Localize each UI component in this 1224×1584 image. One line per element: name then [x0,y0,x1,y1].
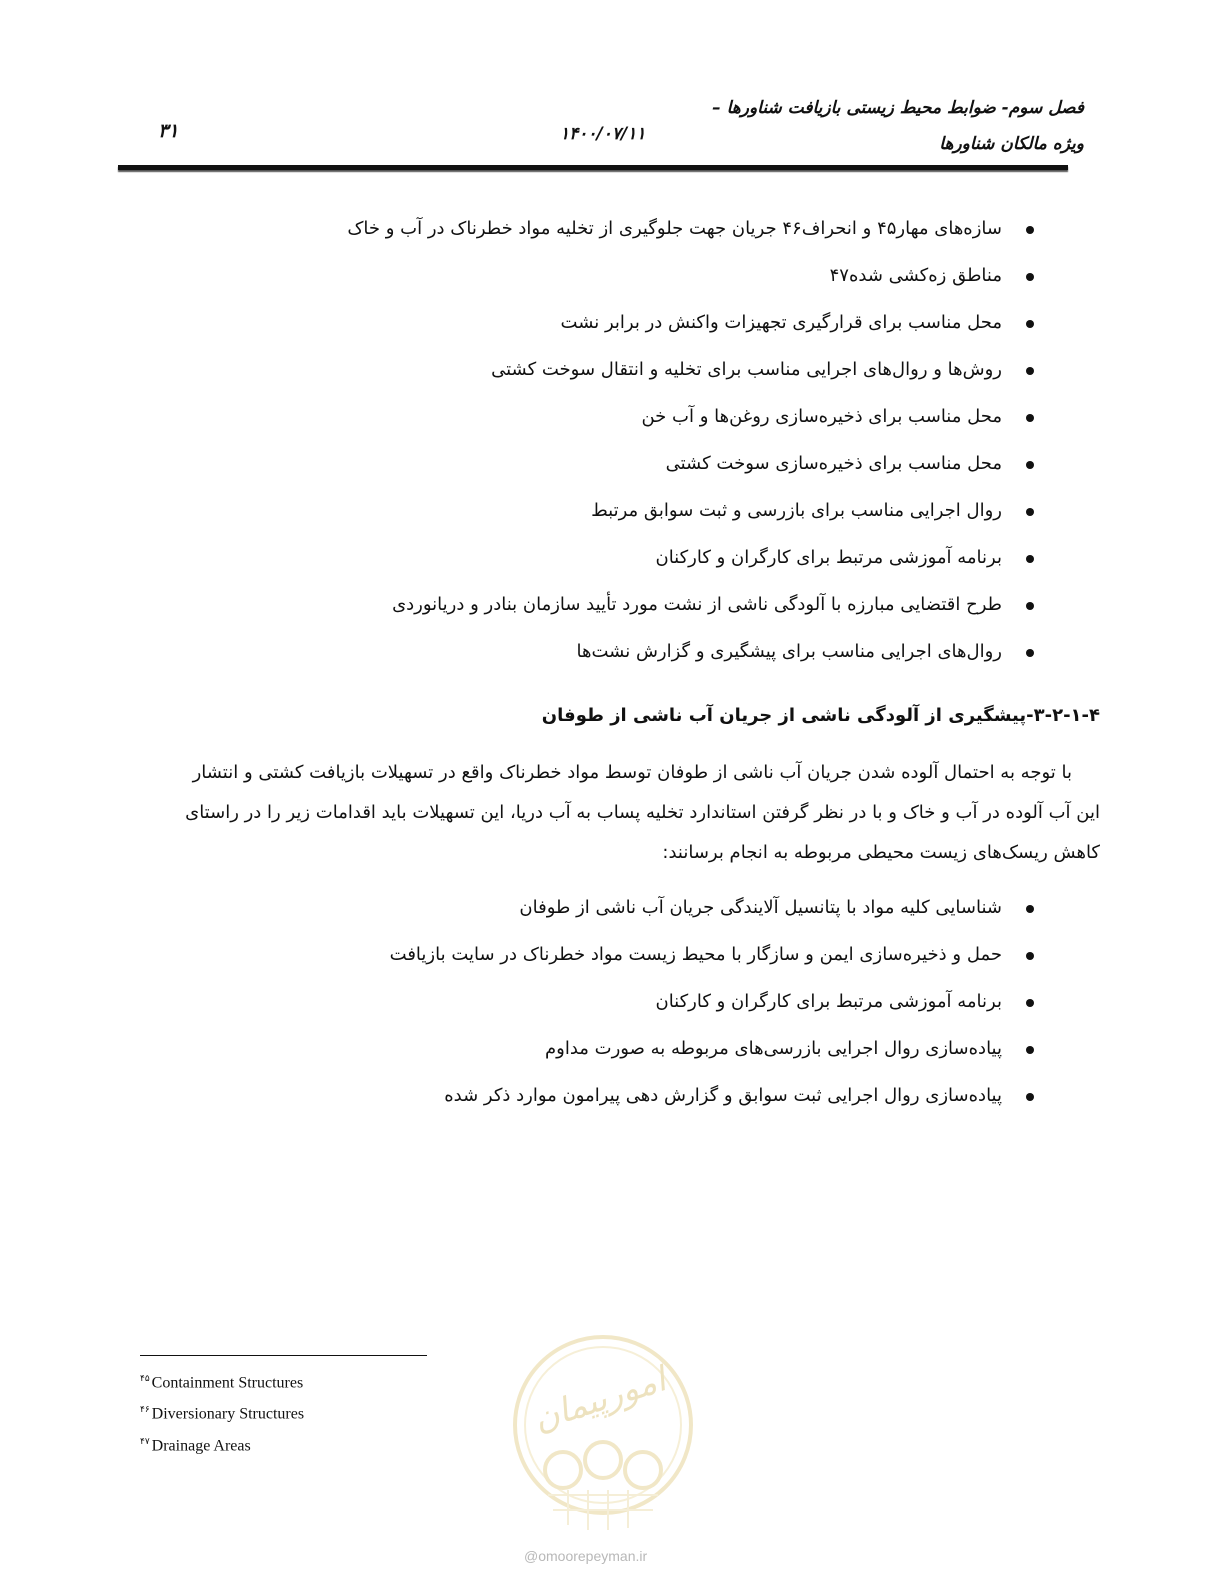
paragraph-line: با توجه به احتمال آلوده شدن جریان آب ناشی از طوفان توسط مواد خطرناک واقع در تسهیلات بازیافت کشتی و انتشار [192,762,1072,783]
bullet-icon [1026,649,1034,657]
footnote: $^{۴۶}$ Diversionary Structures [140,1404,305,1423]
footnote: $^{۴۵}$ Containment Structures [140,1373,304,1392]
list-item: محل مناسب برای ذخیره‌سازی روغن‌ها و آب خن [347,402,1036,449]
bullet-icon [1026,367,1034,375]
footnotes [140,1365,304,1459]
running-header-title-line2: ویژه مالکان شناورها [939,134,1084,154]
list-item: طرح اقتضایی مبارزه با آلودگی ناشی از نشت مورد تأیید سازمان بنادر و دریانوردی [347,590,1036,637]
bullet-list-facility-requirements [347,214,1036,684]
bullet-icon [1026,273,1034,281]
paragraph-line: این آب آلوده در آب و خاک و با در نظر گرفتن استاندارد تخلیه پساب به آب دریا، این تسهیلات باید اقدامات زیر را در راستای [185,802,1100,823]
list-item: محل مناسب برای قرارگیری تجهیزات واکنش در برابر نشت [347,308,1036,355]
section-heading: ۳-۲-۱-۴-پیشگیری از آلودگی ناشی از جریان آب ناشی از طوفان [541,705,1100,726]
list-item: مناطق زه‌کشی شده۴۷ [347,261,1036,308]
header-rule [118,165,1068,170]
bullet-list-stormwater-actions [390,893,1036,1128]
bullet-icon [1026,602,1034,610]
list-item: روال‌های اجرایی مناسب برای پیشگیری و گزارش نشت‌ها [347,637,1036,684]
list-item: محل مناسب برای ذخیره‌سازی سوخت کشتی [347,449,1036,496]
bullet-icon [1026,414,1034,422]
bullet-icon [1026,952,1034,960]
page-number: ۳۱ [158,120,179,142]
list-item: پیاده‌سازی روال اجرایی بازرسی‌های مربوطه به صورت مداوم [390,1034,1036,1081]
list-item: برنامه آموزشی مرتبط برای کارگران و کارکنان [390,987,1036,1034]
list-item: روال اجرایی مناسب برای بازرسی و ثبت سوابق مرتبط [347,496,1036,543]
header-date: ۱۴۰۰/۰۷/۱۱ [560,124,646,144]
bullet-icon [1026,905,1034,913]
watermark-logo-icon [508,1330,698,1560]
paragraph-line: کاهش ریسک‌های زیست محیطی مربوطه به انجام برسانند: [662,842,1100,863]
bullet-icon [1026,508,1034,516]
footnote-separator [140,1355,427,1356]
bullet-icon [1026,1046,1034,1054]
list-item: پیاده‌سازی روال اجرایی ثبت سوابق و گزارش دهی پیرامون موارد ذکر شده [390,1081,1036,1128]
watermark-url: @omoorepeyman.ir [524,1548,648,1564]
list-item: حمل و ذخیره‌سازی ایمن و سازگار با محیط زیست مواد خطرناک در سایت بازیافت [390,940,1036,987]
svg-text:امورپیمان: امورپیمان [528,1359,671,1440]
bullet-icon [1026,461,1034,469]
list-item: برنامه آموزشی مرتبط برای کارگران و کارکنان [347,543,1036,590]
list-item: شناسایی کلیه مواد با پتانسیل آلایندگی جریان آب ناشی از طوفان [390,893,1036,940]
bullet-icon [1026,1093,1034,1101]
body-paragraph [140,753,1100,873]
bullet-icon [1026,999,1034,1007]
bullet-icon [1026,226,1034,234]
bullet-icon [1026,555,1034,563]
list-item: روش‌ها و روال‌های اجرایی مناسب برای تخلیه و انتقال سوخت کشتی [347,355,1036,402]
bullet-icon [1026,320,1034,328]
running-header-title-line1: فصل سوم- ضوابط محیط زیستی بازیافت شناورها – [712,98,1084,118]
list-item: سازه‌های مهار۴۵ و انحراف۴۶ جریان جهت جلوگیری از تخلیه مواد خطرناک در آب و خاک [347,214,1036,261]
footnote: $^{۴۷}$ Drainage Areas [140,1435,251,1454]
